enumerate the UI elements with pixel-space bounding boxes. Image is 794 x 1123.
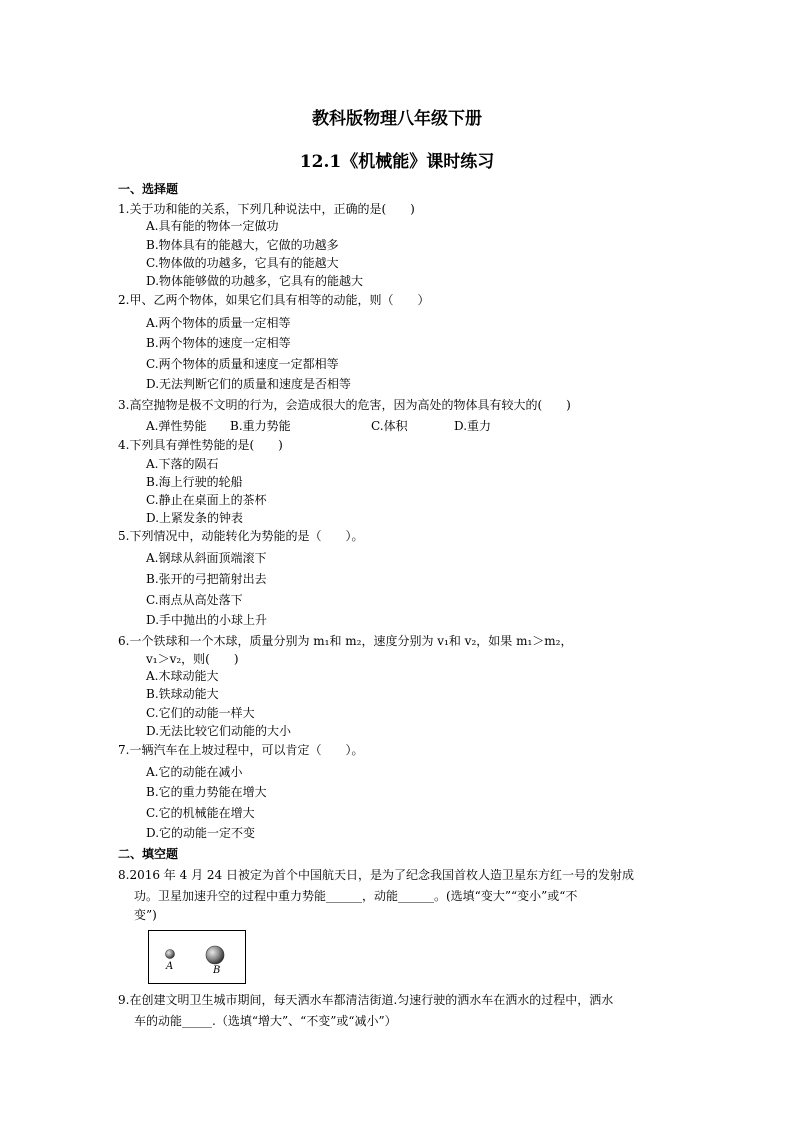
question-option: A.下落的陨石 [146,457,219,471]
question-option: B.物体具有的能越大，它做的功越多 [146,238,339,252]
question-option: C.两个物体的质量和速度一定都相等 [146,357,339,371]
question-option: D.无法判断它们的质量和速度是否相等 [146,377,352,391]
question-option: D.它的动能一定不变 [146,826,256,840]
question-option: D.物体能够做的功越多，它具有的能越大 [146,274,364,288]
question-stem: 9.在创建文明卫生城市期间，每天洒水车都清洁街道.匀速行驶的洒水车在洒水的过程中，洒水 [118,993,614,1007]
question-option: A.具有能的物体一定做功 [146,219,279,233]
document-title: 教科版物理八年级下册 [312,109,482,129]
question-stem: 6.一个铁球和一个木球，质量分别为 m₁和 m₂，速度分别为 v₁和 v₂，如果 m₁＞m₂， [118,634,573,648]
large-ball-b [206,946,224,964]
question-option: A.弹性势能 [146,419,207,433]
question-stem-continued: v₁＞v₂，则( ) [146,652,239,666]
question-stem: 4.下列具有弹性势能的是( ) [118,438,283,452]
question-stem: 3.高空抛物是极不文明的行为，会造成很大的危害，因为高处的物体具有较大的( ) [118,398,571,412]
question-stem: 7.一辆汽车在上坡过程中，可以肯定（ ）。 [118,743,364,757]
section-heading-fill: 二、填空题 [118,847,179,861]
question-option: C.静止在桌面上的茶杯 [146,493,267,507]
question-option: B.张开的弓把箭射出去 [146,572,267,586]
question-option: C.雨点从高处落下 [146,593,243,607]
question-option: A.它的动能在减小 [146,765,243,779]
small-ball-a [166,950,175,959]
question-option: A.钢球从斜面顶端滚下 [146,551,267,565]
question-stem-continued: 车的动能_____.（选填“增大”、“不变”或“减小”） [134,1014,397,1028]
ball-b-label: B [213,965,221,976]
question-stem: 2.甲、乙两个物体，如果它们具有相等的动能，则（ ） [118,293,430,307]
question-option: D.上紧发条的钟表 [146,511,244,525]
question-option: B.它的重力势能在增大 [146,785,267,799]
question-stem-continued: 变”) [134,908,157,922]
question-option: C.物体做的功越多，它具有的能越大 [146,256,339,270]
section-heading-choice: 一、选择题 [118,182,179,196]
question-option: C.它们的动能一样大 [146,706,255,720]
question-stem-continued: 功。卫星加速升空的过程中重力势能______，动能______。(选填“变大”“变小”或“不 [134,889,578,903]
question-option: B.海上行驶的轮船 [146,475,243,489]
question-option: A.两个物体的质量一定相等 [146,316,291,330]
question-option: D.重力 [454,419,492,433]
ball-a-label: A [166,961,174,972]
question-option: B.两个物体的速度一定相等 [146,336,291,350]
question-option: D.手中抛出的小球上升 [146,613,268,627]
question-option: B.铁球动能大 [146,687,219,701]
question-stem: 5.下列情况中，动能转化为势能的是（ ）。 [118,529,364,543]
balls-figure [148,930,246,984]
document-subtitle: 12.1《机械能》课时练习 [299,152,495,172]
question-option: A.木球动能大 [146,669,219,683]
question-option: B.重力势能 [230,419,291,433]
question-stem: 1.关于功和能的关系，下列几种说法中，正确的是( ) [118,202,415,216]
question-option: C.它的机械能在增大 [146,806,255,820]
balls-diagram [149,931,245,983]
question-stem: 8.2016 年 4 月 24 日被定为首个中国航天日，是为了纪念我国首枚人造卫星东方红一号的发射成 [118,868,634,882]
question-option: C.体积 [371,419,408,433]
question-option: D.无法比较它们动能的大小 [146,724,292,738]
